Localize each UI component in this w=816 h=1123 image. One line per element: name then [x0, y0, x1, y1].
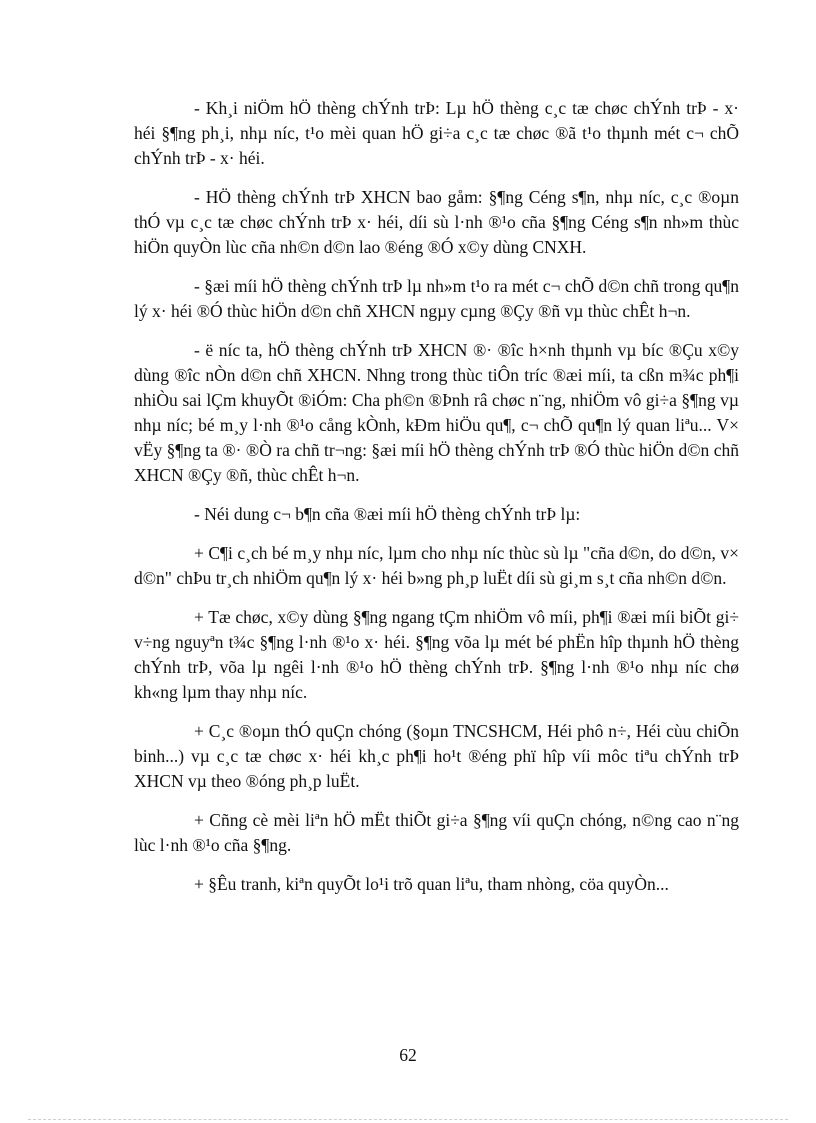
paragraph-content-intro: - Néi dung c¬ b¶n cña ®æi míi hÖ thèng chÝnh trÞ lµ: [194, 504, 581, 524]
paragraph-composition: - HÖ thèng chÝnh trÞ XHCN bao gåm: §¶ng Céng s¶n, nhµ níc, c¸c ®oµn thÓ vµ c¸c tæ chøc chÝnh trÞ x· héi, díi sù l·nh ®¹o cña §¶ng Céng s¶n nh»m thùc hiÖn quyÒn lùc cña nh©n d©n lao ®éng ®Ó x©y dùng CNXH. [134, 187, 739, 257]
paragraph-situation: - ë níc ta, hÖ thèng chÝnh trÞ XHCN ®· ®îc h×nh thµnh vµ bíc ®Çu x©y dùng ®îc nÒn d©n chñ XHCN. Nhng trong thùc tiÔn tríc ®æi míi, ta cßn m¾c ph¶i nhiÒu sai lÇm khuyÕt ®iÓm: Cha ph©n ®Þnh râ chøc n¨ng, nhiÖm vô gi÷a §¶ng vµ nhµ níc; bé m¸y l·nh ®¹o cång kÒnh, kÐm hiÖu qu¶, c¬ chÕ qu¶n lý quan liªu... V× vËy §¶ng ta ®· ®Ò ra chñ tr¬ng: §æi míi hÖ thèng chÝnh trÞ ®Ó thùc hiÖn d©n chñ XHCN ®Çy ®ñ, thùc chÊt h¬n. [134, 340, 739, 485]
page-bottom-divider [28, 1119, 788, 1120]
list-item-state-reform: + C¶i c¸ch bé m¸y nhµ níc, lµm cho nhµ níc thùc sù lµ "cña d©n, do d©n, v× d©n" chÞu tr¸ch nhiÖm qu¶n lý x· héi b»ng ph¸p luËt díi sù gi¸m s¸t cña nh©n d©n. [134, 543, 739, 588]
list-item-anti-corruption: + §Êu tranh, kiªn quyÕt lo¹i trõ quan liªu, tham nhòng, cöa quyÒn... [194, 874, 669, 894]
list-item-party-relations: + Cñng cè mèi liªn hÖ mËt thiÕt gi÷a §¶ng víi quÇn chóng, n©ng cao n¨ng lùc l·nh ®¹o cña §¶ng. [134, 810, 739, 855]
body-text [134, 96, 739, 911]
paragraph-renovation-goal: - §æi míi hÖ thèng chÝnh trÞ lµ nh»m t¹o ra mét c¬ chÕ d©n chñ trong qu¶n lý x· héi ®Ó thùc hiÖn d©n chñ XHCN ngµy cµng ®Çy ®ñ vµ thùc chÊt h¬n. [134, 276, 739, 321]
paragraph-definition: - Kh¸i niÖm hÖ thèng chÝnh trÞ: Lµ hÖ thèng c¸c tæ chøc chÝnh trÞ - x· héi §¶ng ph¸i, nhµ níc, t¹o mèi quan hÖ gi÷a c¸c tæ chøc ®ã t¹o thµnh mét c¬ chÕ chÝnh trÞ - x· héi. [134, 98, 739, 168]
page-number: 62 [399, 1045, 417, 1065]
list-item-mass-organizations: + C¸c ®oµn thÓ quÇn chóng (§oµn TNCSHCM, Héi phô n÷, Héi cùu chiÕn binh...) vµ c¸c tæ chøc x· héi kh¸c ph¶i ho¹t ®éng phï hîp víi môc tiªu chÝnh trÞ XHCN vµ theo ®óng ph¸p luËt. [134, 721, 739, 791]
list-item-party-building: + Tæ chøc, x©y dùng §¶ng ngang tÇm nhiÖm vô míi, ph¶i ®æi míi biÕt gi÷ v÷ng nguyªn t¾c §¶ng l·nh ®¹o x· héi. §¶ng võa lµ mét bé phËn hîp thµnh hÖ thèng chÝnh trÞ, võa lµ ngêi l·nh ®¹o hÖ thèng chÝnh trÞ. §¶ng l·nh ®¹o nhµ níc chø kh«ng lµm thay nhµ níc. [134, 607, 739, 702]
